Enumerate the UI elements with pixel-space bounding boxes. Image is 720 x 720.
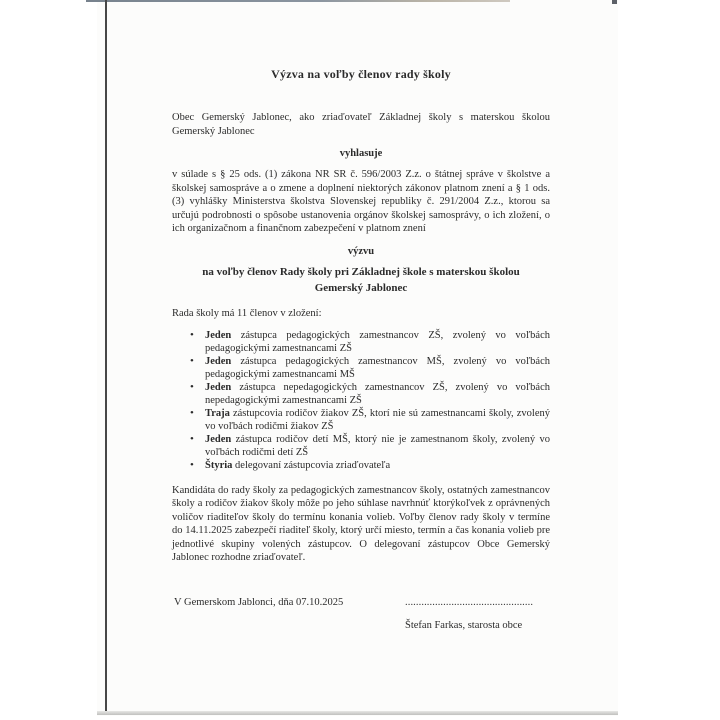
member-count: Traja — [205, 407, 230, 419]
legal-basis-paragraph: v súlade s § 25 ods. (1) zákona NR SR č. 596/2003 Z.z. o štátnej správe v školstve a školskej samospráve a o zmene a doplnení niektorých zákonov platnom znení a § 1 ods. (3) vyhlášky Ministerstva školstva Slovenskej republiky č. 291/2004 Z.z., ktorou sa určujú podrobnosti o spôsobe ustanovenia orgánov školskej samosprávy, o ich zložení, o ich organizačnom a finančnom zabezpečení v platnom znení — [172, 169, 550, 234]
list-item — [190, 459, 550, 472]
scan-edge-bottom — [97, 711, 618, 715]
member-item-text — [205, 355, 550, 381]
scan-edge-left — [105, 0, 107, 713]
list-item — [190, 407, 550, 433]
member-count: Jeden — [205, 355, 232, 367]
member-description: zástupcovia rodičov žiakov ZŠ, ktorí nie sú zamestnancami školy, zvolený vo voľbách rodičmi žiakov ZŠ — [205, 407, 550, 432]
bullet-icon: • — [190, 328, 194, 341]
bullet-icon: • — [190, 354, 194, 367]
call-word: výzvu — [347, 245, 375, 257]
member-item-text — [205, 407, 550, 433]
signature-section — [172, 596, 550, 656]
intro-paragraph: Obec Gemerský Jablonec, ako zriaďovateľ Základnej školy s materskou školou Gemerský Jablonec — [172, 112, 550, 137]
declaration-word: vyhlasuje — [339, 148, 383, 159]
member-description: zástupca rodičov detí MŠ, ktorý nie je zamestnanom školy, zvolený vo voľbách rodičmi detí ZŠ — [205, 433, 550, 458]
member-description: delegovaní zástupcovia zriaďovateľa — [232, 459, 391, 471]
member-item-text — [205, 381, 550, 407]
member-count: Jeden — [205, 433, 232, 445]
bullet-icon: • — [190, 406, 194, 419]
document-content — [172, 0, 550, 656]
call-heading — [172, 264, 550, 297]
document-title: Výzva na voľby členov rady školy — [271, 67, 451, 81]
member-item-text — [205, 329, 550, 355]
member-description: zástupca nepedagogických zamestnancov ZŠ, zvolený vo voľbách nepedagogickými zamestnancami ZŠ — [205, 381, 550, 406]
council-composition-intro: Rada školy má 11 členov v zložení: — [172, 307, 322, 319]
signatory-name: Štefan Farkas, starosta obce — [405, 619, 523, 631]
member-count: Štyria — [205, 459, 233, 471]
member-count: Jeden — [205, 329, 232, 341]
list-item — [190, 329, 550, 355]
list-item — [190, 381, 550, 407]
signature-block — [405, 596, 550, 633]
member-item-text — [205, 459, 550, 472]
bullet-icon: • — [190, 380, 194, 393]
bullet-icon: • — [190, 432, 194, 445]
call-heading-line1: na voľby členov Rady školy pri Základnej škole s materskou školou — [202, 265, 520, 278]
member-item-text — [205, 433, 550, 459]
member-description: zástupca pedagogických zamestnancov MŠ, zvolený vo voľbách pedagogickými zamestnancami MŠ — [205, 355, 550, 380]
list-item — [190, 433, 550, 459]
scan-mark-top-right — [612, 0, 617, 4]
member-count: Jeden — [205, 381, 232, 393]
date-place-line: V Gemerskom Jablonci, dňa 07.10.2025 — [174, 596, 344, 608]
members-list — [172, 329, 550, 472]
list-item — [190, 355, 550, 381]
signature-line: ............................................... — [405, 596, 534, 608]
member-description: zástupca pedagogických zamestnancov ZŠ, zvolený vo voľbách pedagogickými zamestnancami ZŠ — [205, 329, 550, 354]
closing-paragraph: Kandidáta do rady školy za pedagogických zamestnancov školy, ostatných zamestnancov školy a rodičov žiakov školy môže po jeho súhlase navrhnúť ktorýkoľvek z oprávnených voličov riaditeľov školy do termínu konania volieb. Voľby členov rady školy v termíne do 14.11.2025 zabezpečí riaditeľ školy, ktorý určí miesto, termín a čas konania volieb pre jednotlivé skupiny volených zástupcov. O delegovaní zástupcov Obce Gemerský Jablonec rozhodne zriaďovateľ. — [172, 484, 550, 563]
call-heading-line2: Gemerský Jablonec — [314, 282, 408, 294]
bullet-icon: • — [190, 458, 194, 471]
